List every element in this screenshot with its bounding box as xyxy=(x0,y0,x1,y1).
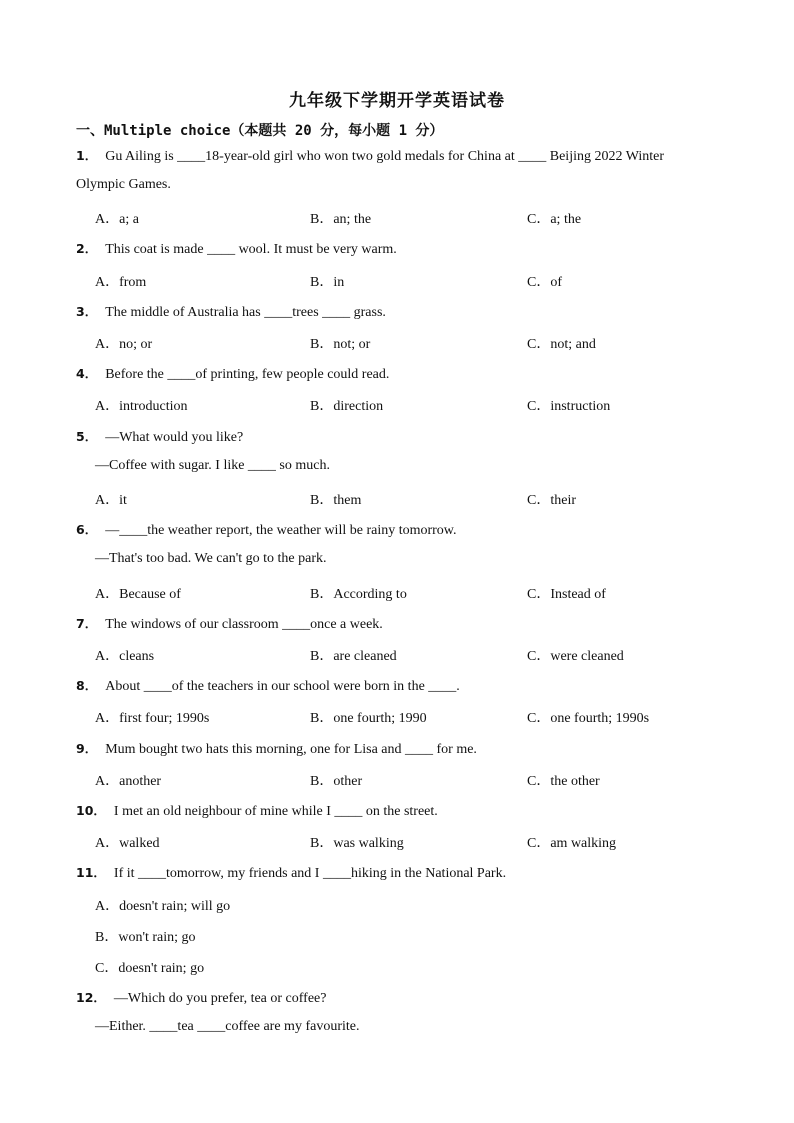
option-b[interactable]: B．them xyxy=(310,493,362,508)
option-c[interactable]: C．of xyxy=(527,275,562,290)
question-text-continued: —Coffee with sugar. I like ____ so much. xyxy=(95,458,330,473)
page-title: 九年级下学期开学英语试卷 xyxy=(289,91,505,111)
question-3 xyxy=(76,302,386,321)
question-text: The windows of our classroom ____once a week. xyxy=(105,617,383,632)
option-a[interactable]: A．no; or xyxy=(95,337,153,352)
question-text-continued: —Either. ____tea ____coffee are my favourite. xyxy=(95,1019,360,1034)
option-c[interactable]: C．one fourth; 1990s xyxy=(527,711,650,726)
option-c[interactable]: C．not; and xyxy=(527,337,596,352)
question-text: The middle of Australia has ____trees ____ grass. xyxy=(105,305,386,320)
question-10 xyxy=(76,801,438,820)
question-6 xyxy=(76,520,457,539)
question-text-continued: Olympic Games. xyxy=(76,177,171,192)
question-11 xyxy=(76,863,506,882)
option-c[interactable]: C．Instead of xyxy=(527,587,606,602)
question-text: About ____of the teachers in our school were born in the ____. xyxy=(105,679,460,694)
option-b[interactable]: B．According to xyxy=(310,587,407,602)
question-8 xyxy=(76,676,460,695)
question-number: 7． xyxy=(76,616,98,631)
option-c[interactable]: C．the other xyxy=(527,774,600,789)
question-number: 10． xyxy=(76,803,106,818)
question-text: I met an old neighbour of mine while I ____ on the street. xyxy=(113,804,438,819)
question-number: 2． xyxy=(76,241,98,256)
option-c[interactable]: C．were cleaned xyxy=(527,649,624,664)
question-text: Before the ____of printing, few people could read. xyxy=(105,367,390,382)
question-4 xyxy=(76,364,389,383)
question-number: 11． xyxy=(76,865,106,880)
option-b[interactable]: B．won't rain; go xyxy=(95,930,196,945)
option-c[interactable]: C．their xyxy=(527,493,576,508)
option-b[interactable]: B．an; the xyxy=(310,212,372,227)
question-number: 6． xyxy=(76,522,98,537)
question-7 xyxy=(76,614,383,633)
question-text-continued: —That's too bad. We can't go to the park. xyxy=(95,551,327,566)
question-number: 12． xyxy=(76,990,106,1005)
option-a[interactable]: A．another xyxy=(95,774,162,789)
question-text: This coat is made ____ wool. It must be very warm. xyxy=(105,242,397,257)
question-number: 9． xyxy=(76,741,98,756)
question-1 xyxy=(76,146,664,165)
question-number: 3． xyxy=(76,304,98,319)
option-c[interactable]: C．instruction xyxy=(527,399,611,414)
question-number: 5． xyxy=(76,429,98,444)
question-12 xyxy=(76,988,326,1007)
question-text: —Which do you prefer, tea or coffee? xyxy=(113,991,327,1006)
option-b[interactable]: B．was walking xyxy=(310,836,404,851)
option-b[interactable]: B．are cleaned xyxy=(310,649,397,664)
question-text: —____the weather report, the weather will be rainy tomorrow. xyxy=(105,523,457,538)
option-a[interactable]: A．it xyxy=(95,493,127,508)
option-c[interactable]: C．doesn't rain; go xyxy=(95,961,205,976)
question-5 xyxy=(76,427,243,446)
option-a[interactable]: A．walked xyxy=(95,836,160,851)
question-text: Gu Ailing is ____18-year-old girl who won two gold medals for China at ____ Beijing 2022 Winter xyxy=(105,149,665,164)
option-a[interactable]: A．a; a xyxy=(95,212,139,227)
question-number: 1． xyxy=(76,148,98,163)
section-heading: 一、Multiple choice（本题共 20 分，每小题 1 分） xyxy=(76,123,444,139)
question-9 xyxy=(76,739,477,758)
option-a[interactable]: A．introduction xyxy=(95,399,188,414)
option-b[interactable]: B．other xyxy=(310,774,363,789)
question-text: Mum bought two hats this morning, one for Lisa and ____ for me. xyxy=(105,742,477,757)
question-text: —What would you like? xyxy=(105,430,244,445)
question-text: If it ____tomorrow, my friends and I ____hiking in the National Park. xyxy=(113,866,507,881)
option-b[interactable]: B．not; or xyxy=(310,337,371,352)
option-b[interactable]: B．one fourth; 1990 xyxy=(310,711,427,726)
option-a[interactable]: A．first four; 1990s xyxy=(95,711,210,726)
option-a[interactable]: A．doesn't rain; will go xyxy=(95,899,231,914)
question-2 xyxy=(76,239,397,258)
question-number: 8． xyxy=(76,678,98,693)
option-c[interactable]: C．am walking xyxy=(527,836,617,851)
question-number: 4． xyxy=(76,366,98,381)
option-b[interactable]: B．in xyxy=(310,275,345,290)
option-a[interactable]: A．cleans xyxy=(95,649,155,664)
option-c[interactable]: C．a; the xyxy=(527,212,582,227)
option-a[interactable]: A．Because of xyxy=(95,587,181,602)
option-a[interactable]: A．from xyxy=(95,275,147,290)
option-b[interactable]: B．direction xyxy=(310,399,384,414)
